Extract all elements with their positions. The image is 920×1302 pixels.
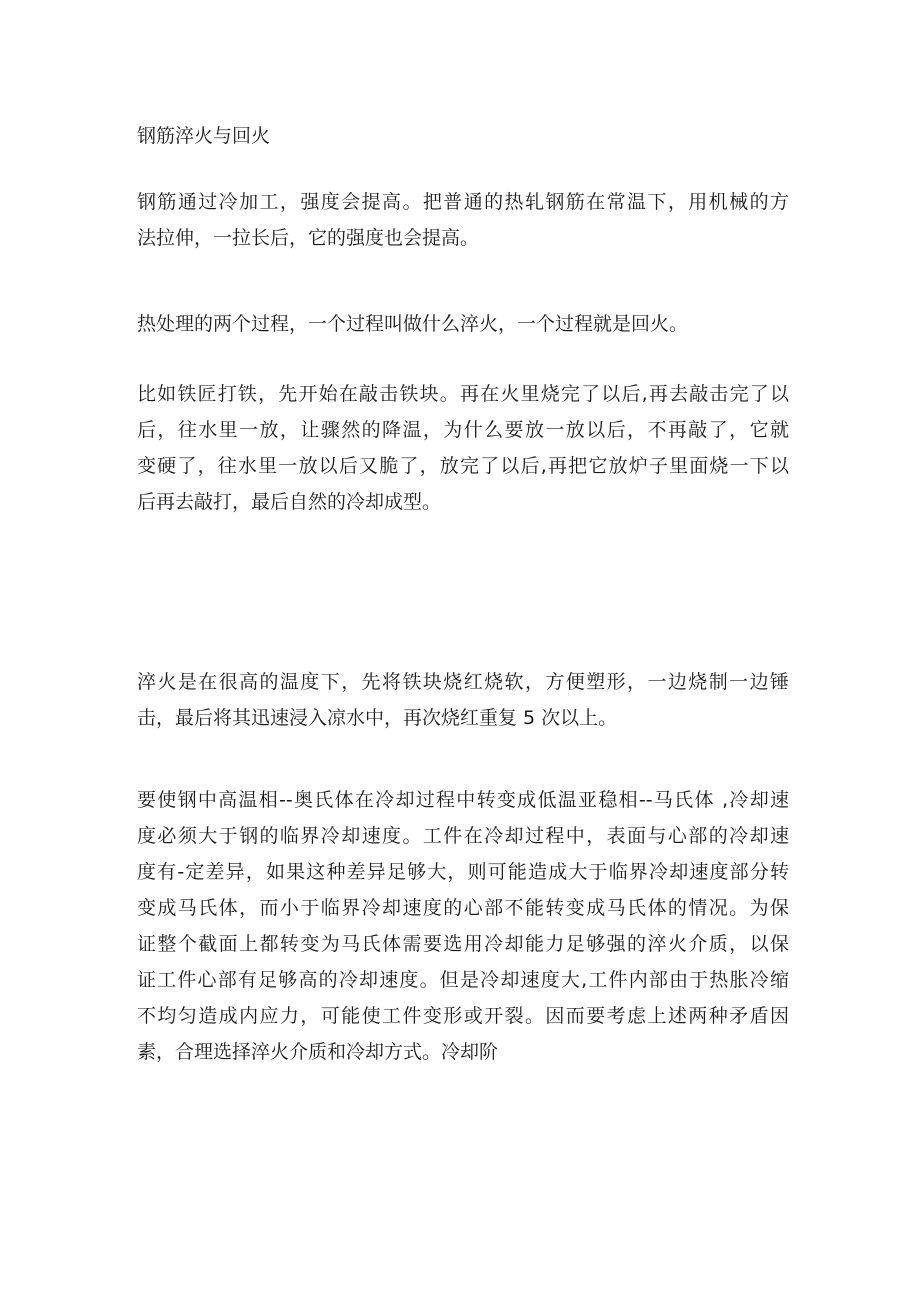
paragraph-line: 击，最后将其迅速浸入凉水中，再次烧红重复 5 次以上。 [137, 707, 618, 729]
paragraph-line: 要使钢中高温相--奥氏体在冷却过程中转变成低温亚稳相--马氏体 ,冷却速 [137, 789, 789, 811]
paragraph-line: 钢筋通过冷加工，强度会提高。把普通的热轧钢筋在常温下，用机械的方 [137, 191, 789, 213]
paragraph-line: 度有-定差异，如果这种差异足够大，则可能造成大于临界冷却速度部分转 [137, 861, 789, 883]
paragraph-line: 证整个截面上都转变为马氏体需要选用冷却能力足够强的淬火介质，以保 [137, 933, 789, 955]
paragraph-line: 度必须大于钢的临界冷却速度。工件在冷却过程中，表面与心部的冷却速 [137, 825, 789, 847]
paragraph-blacksmith [137, 376, 789, 520]
paragraph-line: 法拉伸，一拉长后，它的强度也会提高。 [137, 227, 480, 249]
paragraph-quenching [137, 664, 789, 736]
document-title: 钢筋淬火与回火 [137, 125, 271, 147]
paragraph-line: 不均匀造成内应力，可能使工件变形或开裂。因而要考虑上述两种矛盾因 [137, 1005, 789, 1027]
paragraph-line: 变成马氏体，而小于临界冷却速度的心部不能转变成马氏体的情况。为保 [137, 897, 789, 919]
paragraph-cold-working [137, 184, 789, 256]
paragraph-martensite [137, 782, 789, 1070]
paragraph-line: 比如铁匠打铁，先开始在敲击铁块。再在火里烧完了以后,再去敲击完了以 [137, 383, 789, 405]
paragraph-line: 变硬了，往水里一放以后又脆了，放完了以后,再把它放炉子里面烧一下以 [137, 455, 789, 477]
paragraph-line: 淬火是在很高的温度下，先将铁块烧红烧软，方便塑形，一边烧制一边锤 [137, 671, 789, 693]
paragraph-line: 热处理的两个过程，一个过程叫做什么淬火，一个过程就是回火。 [137, 313, 689, 335]
paragraph-line: 后再去敲打，最后自然的冷却成型。 [137, 491, 442, 513]
paragraph-heat-treatment [137, 306, 789, 342]
paragraph-line: 后，往水里一放，让骤然的降温，为什么要放一放以后，不再敲了，它就 [137, 419, 789, 441]
paragraph-line: 证工件心部有足够高的冷却速度。但是冷却速度大,工件内部由于热胀冷缩 [137, 969, 789, 991]
paragraph-line: 素，合理选择淬火介质和冷却方式。冷却阶 [137, 1041, 499, 1063]
